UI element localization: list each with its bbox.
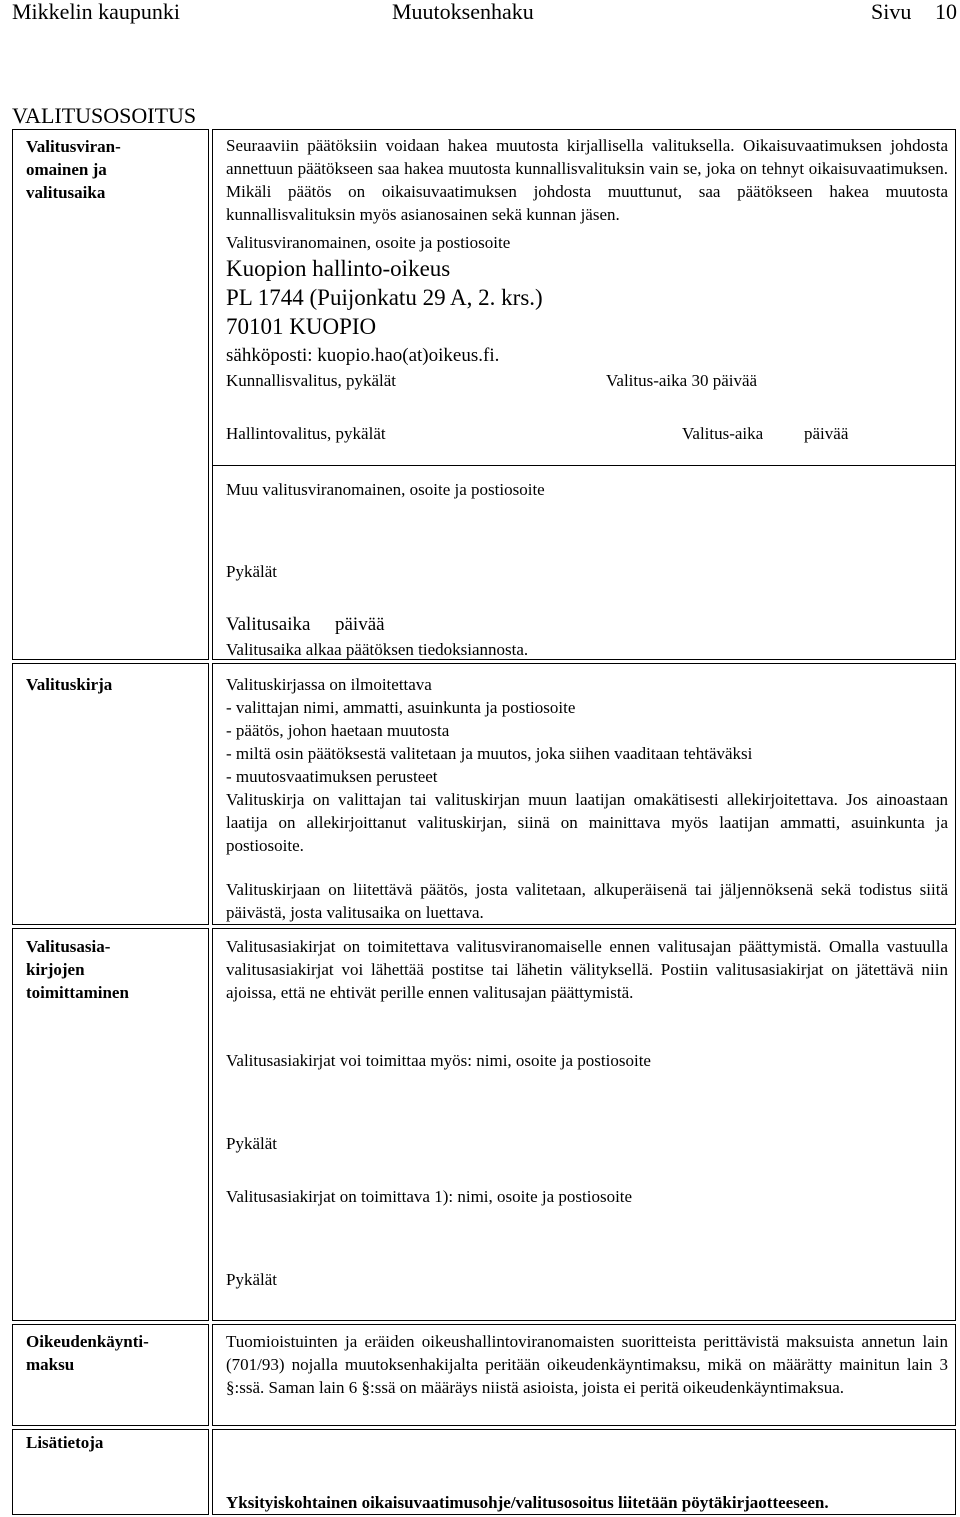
more-info-text: Yksityiskohtainen oikaisuvaatimusohje/valitusosoitus liitetään pöytäkirjaotteeseen. [226, 1493, 829, 1512]
letter-line: Valituskirjassa on ilmoitettava [226, 675, 432, 694]
delivery-sections2: Pykälät [226, 1270, 277, 1289]
court-postal: 70101 KUOPIO [226, 314, 377, 339]
admin-appeal: Hallintovalitus, pykälät [226, 424, 386, 443]
header-section: Muutoksenhaku [392, 0, 534, 24]
municipal-period: Valitus-aika 30 päivää [606, 371, 758, 390]
page-header [0, 0, 960, 26]
letter-label-box [12, 663, 209, 925]
court-po-box: PL 1744 (Puijonkatu 29 A, 2. krs.) [226, 285, 543, 310]
document-title: VALITUSOSOITUS [12, 103, 197, 128]
letter-signature: Valituskirja on valittajan tai valituskirjan muun laatijan omakätisesti allekirjoitettava. Jos ainoastaan laatija on allekirjoittanut valituskirjan, siinä on mainittava myös laatijan ammatti, asuinkunta ja postiosoite. [226, 790, 948, 855]
letter-attachment: Valituskirjaan on liitettävä päätös, josta valitetaan, alkuperäisenä tai jäljennöksenä sekä todistus siitä päivästä, josta valitusaika on luettava. [226, 880, 948, 922]
authority-label-line1: Valitusviran- [26, 137, 121, 156]
court-email: sähköposti: kuopio.hao(at)oikeus.fi. [226, 345, 500, 366]
header-page-number: 10 [935, 0, 957, 24]
letter-line: - miltä osin päätöksestä valitetaan ja muutos, joka siihen vaaditaan tehtäväksi [226, 744, 753, 763]
delivery-sections1: Pykälät [226, 1134, 277, 1153]
municipal-appeal: Kunnallisvalitus, pykälät [226, 371, 396, 390]
fee-text: Tuomioistuinten ja eräiden oikeushallintoviranomaisten suoritteista perittävistä maksuista annetun lain (701/93) nojalla muutoksenhakijalta peritään oikeudenkäyntimaksu, mikä on määrätty mainitun lain 3 §:ssä. Saman lain 6 §:ssä on määräys niistä asioista, joista ei peritä oikeudenkäyntimaksua. [226, 1332, 948, 1397]
delivery-main: Valitusasiakirjat on toimitettava valitusviranomaiselle ennen valitusajan päättymistä. Omalla vastuulla valitusasiakirjat voi lähettää postitse tai lähetin välityksellä. Postiin valitusasiakirjat on jätettävä niin ajoissa, että ne ehtivät perille ennen valitusajan päättymistä. [226, 937, 948, 1002]
period-unit: päivää [335, 614, 385, 635]
court-name: Kuopion hallinto-oikeus [226, 256, 451, 281]
fee-label-line2: maksu [26, 1355, 75, 1374]
period-start: Valitusaika alkaa päätöksen tiedoksiannosta. [226, 640, 529, 659]
authority-intro: Seuraaviin päätöksiin voidaan hakea muutosta kirjallisella valituksella. Oikaisuvaatimuksen johdosta annettuun päätökseen saa hakea muutosta kunnallisvalituksin vain se, joka on tehnyt oikaisuvaatimuksen. Mikäli päätös on oikaisuvaatimuksen johdosta muuttunut, saa päätökseen hakea muutosta kunnallisvalituksin myös asianosainen sekä kunnan jäsen. [226, 136, 948, 224]
admin-period-unit: päivää [804, 424, 849, 443]
fee-label-line1: Oikeudenkäynti- [26, 1332, 149, 1351]
divider [212, 465, 956, 466]
delivery-also: Valitusasiakirjat voi toimittaa myös: nimi, osoite ja postiosoite [226, 1051, 651, 1070]
delivery-to: Valitusasiakirjat on toimittava 1): nimi, osoite ja postiosoite [226, 1187, 633, 1206]
period-label: Valitusaika [226, 614, 311, 635]
header-page-label: Sivu [871, 0, 912, 24]
letter-line: - päätös, johon haetaan muutosta [226, 721, 450, 740]
more-info-label: Lisätietoja [26, 1433, 104, 1452]
letter-label: Valituskirja [26, 675, 113, 694]
sections-label: Pykälät [226, 562, 277, 581]
delivery-label-line2: kirjojen [26, 960, 85, 979]
authority-label-line2: omainen ja [26, 160, 107, 179]
header-org: Mikkelin kaupunki [12, 0, 181, 24]
letter-line: - muutosvaatimuksen perusteet [226, 767, 438, 786]
address-heading: Valitusviranomainen, osoite ja postiosoite [226, 233, 511, 252]
authority-label-line3: valitusaika [26, 183, 106, 202]
letter-line: - valittajan nimi, ammatti, asuinkunta ja postiosoite [226, 698, 576, 717]
other-authority: Muu valitusviranomainen, osoite ja postiosoite [226, 480, 545, 499]
admin-period-label: Valitus-aika [682, 424, 764, 443]
delivery-label-line3: toimittaminen [26, 983, 129, 1002]
delivery-label-line1: Valitusasia- [26, 937, 111, 956]
authority-label-box [12, 129, 209, 660]
